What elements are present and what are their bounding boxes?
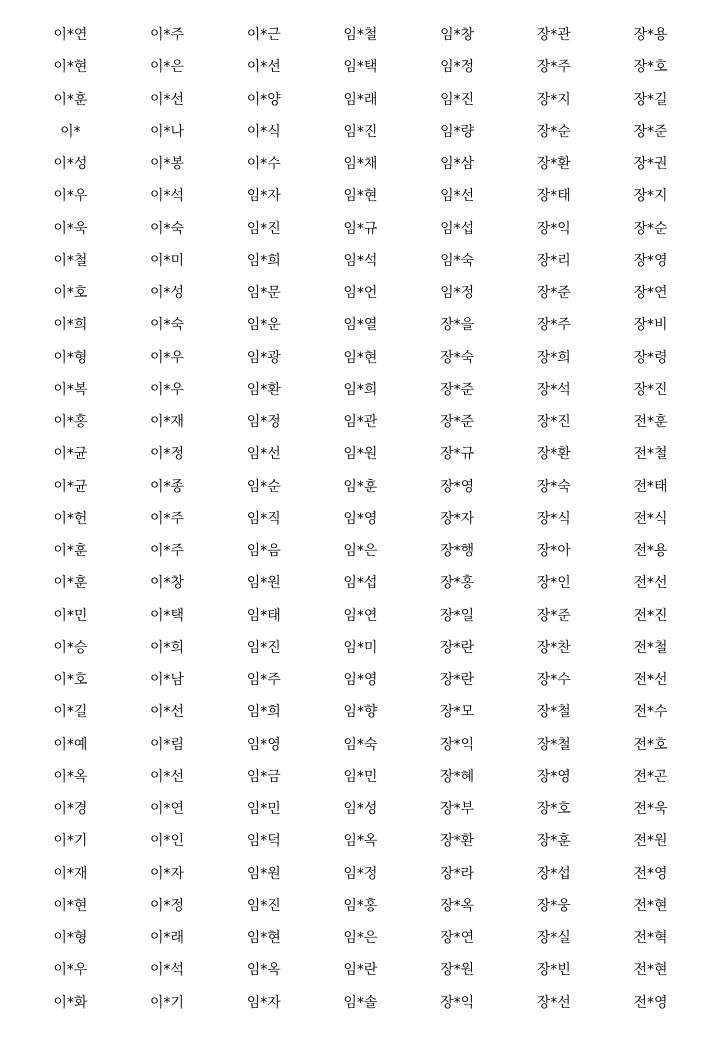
name-cell: 장*섭 [536,865,571,882]
name-cell: 장*란 [440,672,475,689]
name-cell: 이*재 [150,414,185,431]
name-cell: 장*준 [440,381,475,398]
name-cell: 이*봉 [150,156,185,173]
name-cell: 전*현 [633,962,668,979]
name-cell: 임*선 [440,188,475,205]
name-cell: 장*철 [536,704,571,721]
name-cell: 임*홍 [343,897,378,914]
name-cell: 전*훈 [633,414,668,431]
name-cell: 장*식 [536,510,571,527]
name-cell: 장*주 [536,317,571,334]
name-cell: 장*관 [536,27,571,44]
name-cell: 임*민 [246,801,281,818]
name-cell: 임*영 [343,672,378,689]
name-cell: 장*숙 [536,478,571,495]
name-cell: 장*규 [440,446,475,463]
name-cell: 장*익 [440,994,475,1011]
name-cell: 이*나 [150,123,185,140]
name-cell: 이*성 [150,285,185,302]
name-cell: 장*희 [536,349,571,366]
name-cell: 장*진 [633,381,668,398]
name-cell: 임*관 [343,414,378,431]
name-cell: 임*섭 [343,575,378,592]
name-cell: 임*선 [246,446,281,463]
name-cell: 장*혜 [440,768,475,785]
name-cell: 임*원 [343,446,378,463]
name-cell: 이*기 [53,833,88,850]
name-cell: 임*진 [246,639,281,656]
name-cell: 전*영 [633,865,668,882]
name-cell: 이*욱 [53,220,88,237]
name-cell: 이*근 [246,27,281,44]
name-cell: 임*진 [440,91,475,108]
name-cell: 이*현 [53,59,88,76]
name-cell: 이*훈 [53,543,88,560]
name-cell: 이*균 [53,478,88,495]
name-cell: 임*옥 [343,833,378,850]
name-cell: 임*영 [246,736,281,753]
name-cell: 장*빈 [536,962,571,979]
name-cell: 장*익 [440,736,475,753]
name-cell: 이*석 [150,962,185,979]
name-cell: 이*형 [53,930,88,947]
name-cell: 장*영 [440,478,475,495]
name-cell: 임*섭 [440,220,475,237]
name-cell: 임*음 [246,543,281,560]
name-cell: 임*운 [246,317,281,334]
name-cell: 임*직 [246,510,281,527]
name-cell: 임*성 [343,801,378,818]
name-cell: 임*채 [343,156,378,173]
name-cell: 임*주 [246,672,281,689]
name-cell: 장*행 [440,543,475,560]
name-cell: 이*주 [150,543,185,560]
name-cell: 장*환 [440,833,475,850]
name-cell: 장*지 [633,188,668,205]
name-cell: 임*열 [343,317,378,334]
name-cell: 이*우 [150,381,185,398]
name-cell: 장*연 [633,285,668,302]
name-cell: 장*훈 [536,833,571,850]
name-cell: 임*원 [246,575,281,592]
name-cell: 이*호 [53,285,88,302]
name-cell: 전*곤 [633,768,668,785]
name-cell: 장*라 [440,865,475,882]
name-cell: 장*실 [536,930,571,947]
name-cell: 장*숙 [440,349,475,366]
name-cell: 장*부 [440,801,475,818]
name-cell: 임*정 [440,59,475,76]
name-cell: 이*재 [53,865,88,882]
name-cell: 이*정 [150,897,185,914]
name-cell: 임*훈 [343,478,378,495]
name-cell: 이*길 [53,704,88,721]
name-cell: 이*종 [150,478,185,495]
name-cell: 장*호 [536,801,571,818]
name-cell: 이*성 [53,156,88,173]
name-cell: 이*창 [150,575,185,592]
name-cell: 임*향 [343,704,378,721]
name-cell: 장*영 [633,252,668,269]
name-cell: 장*웅 [536,897,571,914]
name-cell: 장*영 [536,768,571,785]
name-cell: 장*길 [633,91,668,108]
name-cell: 임*철 [343,27,378,44]
name-cell: 임*환 [246,381,281,398]
name-cell: 전*영 [633,994,668,1011]
name-cell: 장*령 [633,349,668,366]
name-cell: 장*석 [536,381,571,398]
name-cell: 장*용 [633,27,668,44]
name-cell: 임*희 [246,252,281,269]
name-cell: 이*정 [150,446,185,463]
name-cell: 장*진 [536,414,571,431]
name-cell: 이*복 [53,381,88,398]
name-cell: 임*택 [343,59,378,76]
name-cell: 전*원 [633,833,668,850]
name-cell: 장*수 [536,672,571,689]
name-cell: 임*미 [343,639,378,656]
name-cell: 전*수 [633,704,668,721]
name-cell: 전*철 [633,639,668,656]
name-cell: 이*선 [150,768,185,785]
name-cell: 임*광 [246,349,281,366]
name-cell: 임*은 [343,543,378,560]
name-cell: 이*화 [53,994,88,1011]
name-cell: 임*진 [246,220,281,237]
name-cell: 전*진 [633,607,668,624]
name-cell: 장*익 [536,220,571,237]
name-cell: 장*준 [440,414,475,431]
name-cell: 이*형 [53,349,88,366]
name-cell: 임*규 [343,220,378,237]
name-cell: 임*은 [343,930,378,947]
name-cell: 이*연 [53,27,88,44]
name-cell: 이*선 [150,704,185,721]
name-cell: 이*호 [53,672,88,689]
name-cell: 이*주 [150,27,185,44]
name-cell: 이*우 [53,188,88,205]
name-cell: 전*철 [633,446,668,463]
name-cell: 장*철 [536,736,571,753]
name-cell: 임*정 [343,865,378,882]
name-cell: 이*석 [150,188,185,205]
name-cell: 이*훈 [53,575,88,592]
name-cell: 전*태 [633,478,668,495]
name-cell: 장*비 [633,317,668,334]
name-cell: 임*희 [246,704,281,721]
name-cell: 임*현 [246,930,281,947]
name-cell: 임*금 [246,768,281,785]
name-cell: 이*훈 [53,91,88,108]
name-cell: 이*식 [246,123,281,140]
name-cell: 이*미 [150,252,185,269]
name-cell: 장*준 [536,285,571,302]
name-cell: 임*삼 [440,156,475,173]
name-cell: 장*홍 [440,575,475,592]
name-cell: 임*옥 [246,962,281,979]
name-cell: 임*량 [440,123,475,140]
name-cell: 임*진 [246,897,281,914]
name-cell: 이*양 [246,91,281,108]
name-cell: 이*택 [150,607,185,624]
name-cell: 이*숙 [150,220,185,237]
name-cell: 임*솔 [343,994,378,1011]
name-list-grid [22,19,720,1019]
name-cell: 이*주 [150,510,185,527]
name-cell: 장*환 [536,156,571,173]
name-cell: 전*용 [633,543,668,560]
name-cell: 장*태 [536,188,571,205]
name-cell: 장*준 [536,607,571,624]
name-cell: 임*연 [343,607,378,624]
name-cell: 이*현 [53,897,88,914]
name-cell: 이*자 [150,865,185,882]
name-cell: 이*예 [53,736,88,753]
name-cell: 이*선 [246,59,281,76]
name-cell: 이*연 [150,801,185,818]
name-cell: 임*희 [343,381,378,398]
name-cell: 임*정 [440,285,475,302]
name-cell: 전*혁 [633,930,668,947]
name-cell: 이*래 [150,930,185,947]
name-cell: 장*선 [536,994,571,1011]
name-cell: 임*석 [343,252,378,269]
name-cell: 장*모 [440,704,475,721]
name-cell: 전*현 [633,897,668,914]
name-cell: 임*창 [440,27,475,44]
name-cell: 장*환 [536,446,571,463]
name-cell: 이*선 [150,91,185,108]
name-cell: 임*영 [343,510,378,527]
name-cell: 전*욱 [633,801,668,818]
name-cell: 이*숙 [150,317,185,334]
name-cell: 이*인 [150,833,185,850]
name-cell: 이*희 [150,639,185,656]
name-cell: 이*남 [150,672,185,689]
name-cell: 장*호 [633,59,668,76]
name-cell: 장*주 [536,59,571,76]
name-cell: 임*정 [246,414,281,431]
name-cell: 이*수 [246,156,281,173]
name-cell: 이*우 [150,349,185,366]
name-cell: 장*연 [440,930,475,947]
name-cell: 이*림 [150,736,185,753]
name-cell: 전*식 [633,510,668,527]
name-cell: 임*원 [246,865,281,882]
name-cell: 장*을 [440,317,475,334]
name-cell: 이*철 [53,252,88,269]
name-cell: 임*숙 [440,252,475,269]
name-cell: 이*민 [53,607,88,624]
name-cell: 임*자 [246,188,281,205]
name-cell: 임*란 [343,962,378,979]
name-cell: 임*태 [246,607,281,624]
name-cell: 장*아 [536,543,571,560]
name-cell: 임*덕 [246,833,281,850]
name-cell: 임*숙 [343,736,378,753]
name-cell: 장*란 [440,639,475,656]
name-cell: 장*순 [633,220,668,237]
name-cell: 장*원 [440,962,475,979]
name-cell: 이*경 [53,801,88,818]
name-cell: 이*희 [53,317,88,334]
name-cell: 임*래 [343,91,378,108]
name-cell: 장*준 [633,123,668,140]
name-cell: 이*홍 [53,414,88,431]
name-cell: 전*선 [633,672,668,689]
name-cell: 이*은 [150,59,185,76]
name-cell: 임*자 [246,994,281,1011]
name-cell: 장*인 [536,575,571,592]
name-cell: 임*순 [246,478,281,495]
name-cell: 장*찬 [536,639,571,656]
name-cell: 장*리 [536,252,571,269]
name-cell: 장*권 [633,156,668,173]
name-cell: 장*순 [536,123,571,140]
name-cell: 장*일 [440,607,475,624]
name-cell: 이*승 [53,639,88,656]
name-cell: 이* [60,123,81,140]
name-cell: 임*문 [246,285,281,302]
name-cell: 장*자 [440,510,475,527]
name-cell: 장*옥 [440,897,475,914]
name-cell: 이*헌 [53,510,88,527]
name-cell: 임*현 [343,349,378,366]
name-cell: 이*기 [150,994,185,1011]
name-cell: 임*현 [343,188,378,205]
name-cell: 임*언 [343,285,378,302]
name-cell: 이*옥 [53,768,88,785]
name-cell: 임*민 [343,768,378,785]
name-cell: 장*지 [536,91,571,108]
name-cell: 이*우 [53,962,88,979]
name-cell: 전*선 [633,575,668,592]
name-cell: 전*호 [633,736,668,753]
name-cell: 임*진 [343,123,378,140]
name-cell: 이*균 [53,446,88,463]
